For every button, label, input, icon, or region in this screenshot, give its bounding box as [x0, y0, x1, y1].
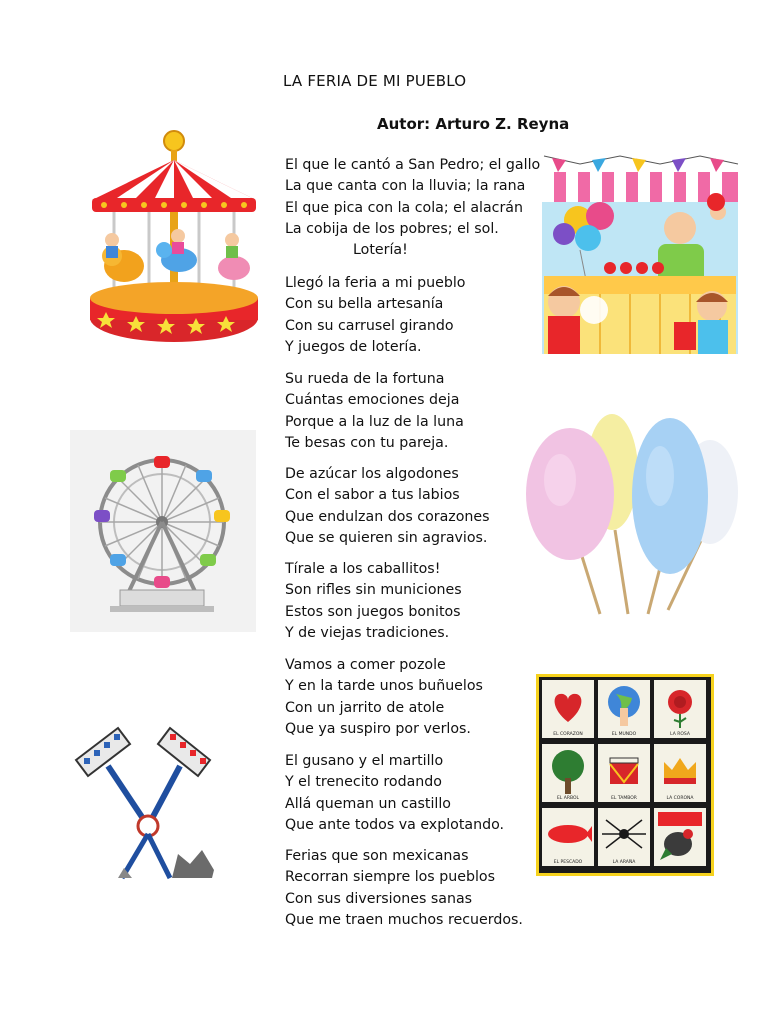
poem-line: Allá queman un castillo — [285, 795, 451, 812]
poem-line: Recorran siempre los pueblos — [285, 869, 495, 886]
loteria-card-label: EL CORAZON — [553, 732, 583, 737]
stanza-5 — [285, 559, 462, 644]
poem-line: El que pica con la cola; el alacrán — [285, 199, 523, 216]
stanza-4 — [285, 464, 490, 549]
loteria-card-label: EL TAMBOR — [611, 796, 637, 801]
cotton-candy-photo — [520, 410, 742, 618]
stanza-8 — [285, 846, 523, 931]
loteria-card-label: EL ARBOL — [556, 796, 580, 801]
poem-line: Que ya suspiro por verlos. — [285, 720, 471, 737]
poem-line: Con el sabor a tus labios — [285, 487, 460, 504]
fair-stand-illustration — [540, 150, 742, 356]
loteria-card-label: EL PESCADO — [553, 860, 583, 865]
stanza-2 — [285, 273, 465, 358]
poem-line: El que le cantó a San Pedro; el gallo — [285, 157, 541, 173]
poem-line: Con un jarrito de atole — [285, 699, 445, 716]
poem-line: Te besas con tu pareja. — [285, 434, 449, 451]
poem-line: Que endulzan dos corazones — [285, 508, 490, 525]
poem-title: LA FERIA DE MI PUEBLO — [283, 72, 467, 90]
poem-line: Que ante todos va explotando. — [285, 816, 505, 833]
loteria-card-label: LA ROSA — [670, 732, 690, 737]
poem-line: Cuántas emociones deja — [285, 392, 460, 409]
ferris-wheel-illustration — [70, 430, 256, 632]
poem-line: Estos son juegos bonitos — [285, 603, 461, 620]
poem-line: Lotería! — [353, 242, 408, 259]
stanza-6 — [285, 655, 483, 740]
poem-line: La cobija de los pobres; el sol. — [285, 220, 499, 237]
poem-line: La que canta con la lluvia; la rana — [285, 178, 526, 195]
poem-line: Que me traen muchos recuerdos. — [285, 911, 523, 928]
poem-line: De azúcar los algodones — [285, 466, 459, 482]
poem-line: Y en la tarde unos buñuelos — [285, 678, 483, 695]
poem-line: Porque a la luz de la luna — [285, 413, 464, 430]
pendulum-ride-illustration — [74, 722, 218, 882]
poem-line: Son rifles sin municiones — [285, 582, 462, 599]
poem-line: Y el trenecito rodando — [285, 774, 442, 791]
poem-line: Llegó la feria a mi pueblo — [285, 275, 466, 291]
poem-line: Con sus diversiones sanas — [285, 890, 473, 907]
poem-line: Y juegos de lotería. — [285, 338, 422, 355]
loteria-card-label: LA ARAÑA — [612, 860, 636, 865]
poem-line: Tírale a los caballitos! — [285, 561, 441, 577]
loteria-card-label: EL MUNDO — [611, 732, 637, 737]
poem-line: El gusano y el martillo — [285, 753, 444, 769]
poem-line: Que se quieren sin agravios. — [285, 529, 488, 546]
stanza-3 — [285, 369, 464, 454]
carousel-illustration — [84, 128, 269, 350]
stanza-7 — [285, 751, 504, 836]
poem-author: Autor: Arturo Z. Reyna — [377, 115, 570, 133]
poem-line: Vamos a comer pozole — [285, 657, 446, 673]
loteria-card-label: LA CORONA — [666, 796, 694, 801]
stanza-1 — [285, 155, 540, 261]
poem-line: Con su carrusel girando — [285, 317, 454, 334]
poem-line: Su rueda de la fortuna — [285, 371, 445, 387]
poem-line: Y de viejas tradiciones. — [285, 624, 450, 641]
poem-line: Con su bella artesanía — [285, 296, 444, 313]
loteria-card-illustration — [536, 674, 714, 876]
poem-line: Ferias que son mexicanas — [285, 848, 469, 864]
